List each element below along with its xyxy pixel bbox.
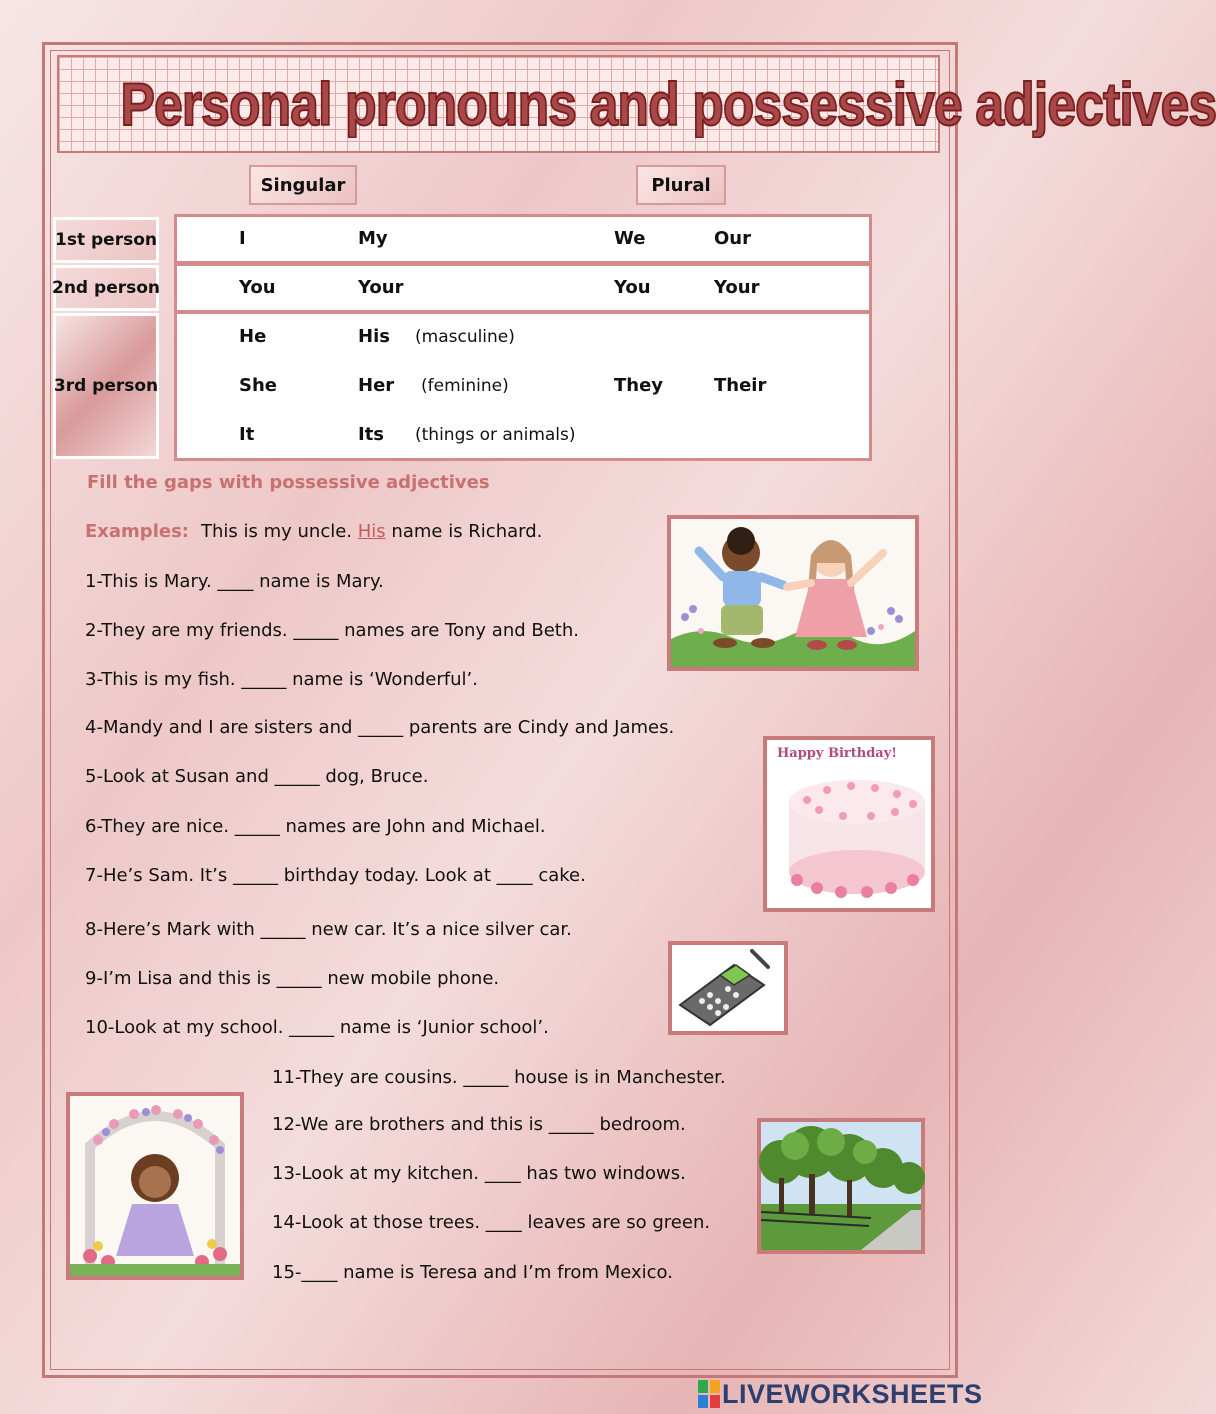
children-illustration xyxy=(671,519,915,667)
cake-illustration xyxy=(767,740,931,908)
adjective-her: Her xyxy=(358,375,395,396)
question-7[interactable]: 7-He’s Sam. It’s _____ birthday today. Look at ____ cake. xyxy=(85,865,586,886)
question-13[interactable]: 13-Look at my kitchen. ____ has two windows. xyxy=(272,1163,686,1184)
question-11[interactable]: 11-They are cousins. _____ house is in Manchester. xyxy=(272,1067,726,1088)
liveworksheets-logo xyxy=(698,1378,983,1410)
adjective-your-plural: Your xyxy=(714,277,760,298)
example-sentence xyxy=(201,521,542,542)
question-9[interactable]: 9-I’m Lisa and this is _____ new mobile phone. xyxy=(85,968,500,989)
trees-illustration xyxy=(761,1122,921,1250)
pronoun-they: They xyxy=(614,375,664,396)
first-person-row xyxy=(174,214,872,264)
page-title: Personal pronouns and possessive adjectives xyxy=(120,71,1216,138)
question-15[interactable]: 15-____ name is Teresa and I’m from Mexico. xyxy=(272,1262,673,1283)
question-3[interactable]: 3-This is my fish. _____ name is ‘Wonderful’. xyxy=(85,669,478,690)
trees-picture xyxy=(757,1118,925,1254)
cake-caption: Happy Birthday! xyxy=(777,746,897,761)
question-6[interactable]: 6-They are nice. _____ names are John and Michael. xyxy=(85,816,546,837)
adjective-its: Its xyxy=(358,424,385,445)
note-masculine: (masculine) xyxy=(415,327,515,347)
question-8[interactable]: 8-Here’s Mark with _____ new car. It’s a nice silver car. xyxy=(85,919,572,940)
question-14[interactable]: 14-Look at those trees. ____ leaves are so green. xyxy=(272,1212,711,1233)
third-person-row xyxy=(174,311,872,461)
pronoun-we: We xyxy=(614,228,646,249)
third-person-label: 3rd person xyxy=(53,313,159,459)
pronoun-it: It xyxy=(239,424,255,445)
example-answer: His xyxy=(357,521,386,542)
adjective-his: His xyxy=(358,326,390,347)
pronoun-i: I xyxy=(239,228,246,249)
singular-header: Singular xyxy=(249,165,357,205)
pronoun-you-singular: You xyxy=(239,277,276,298)
logo-badge-icon xyxy=(698,1380,720,1408)
instruction: Fill the gaps with possessive adjectives xyxy=(87,472,490,493)
question-10[interactable]: 10-Look at my school. _____ name is ‘Junior school’. xyxy=(85,1017,549,1038)
example-label: Examples: xyxy=(85,521,189,542)
phone-icon xyxy=(672,945,784,1031)
first-person-label: 1st person xyxy=(53,217,159,263)
adjective-your-singular: Your xyxy=(358,277,404,298)
birthday-cake-picture xyxy=(763,736,935,912)
mobile-phone-picture xyxy=(668,941,788,1035)
title-banner xyxy=(57,55,1216,153)
pronoun-you-plural: You xyxy=(614,277,651,298)
adjective-their: Their xyxy=(714,375,767,396)
logo-text: LIVEWORKSHEETS xyxy=(722,1378,983,1409)
children-picture xyxy=(667,515,919,671)
second-person-label: 2nd person xyxy=(53,265,159,311)
second-person-row xyxy=(174,263,872,313)
question-5[interactable]: 5-Look at Susan and _____ dog, Bruce. xyxy=(85,766,429,787)
pronoun-she: She xyxy=(239,375,277,396)
adjective-our: Our xyxy=(714,228,751,249)
example-after: name is Richard. xyxy=(391,521,543,542)
girl-arch-illustration xyxy=(70,1096,240,1276)
girl-arch-picture xyxy=(66,1092,244,1280)
note-things: (things or animals) xyxy=(415,425,576,445)
question-2[interactable]: 2-They are my friends. _____ names are Tony and Beth. xyxy=(85,620,579,641)
example-before: This is my uncle. xyxy=(201,521,353,542)
plural-header: Plural xyxy=(636,165,726,205)
adjective-my: My xyxy=(358,228,388,249)
question-1[interactable]: 1-This is Mary. ____ name is Mary. xyxy=(85,571,384,592)
question-12[interactable]: 12-We are brothers and this is _____ bedroom. xyxy=(272,1114,686,1135)
pronoun-he: He xyxy=(239,326,267,347)
note-feminine: (feminine) xyxy=(421,376,509,396)
question-4[interactable]: 4-Mandy and I are sisters and _____ parents are Cindy and James. xyxy=(85,717,675,738)
